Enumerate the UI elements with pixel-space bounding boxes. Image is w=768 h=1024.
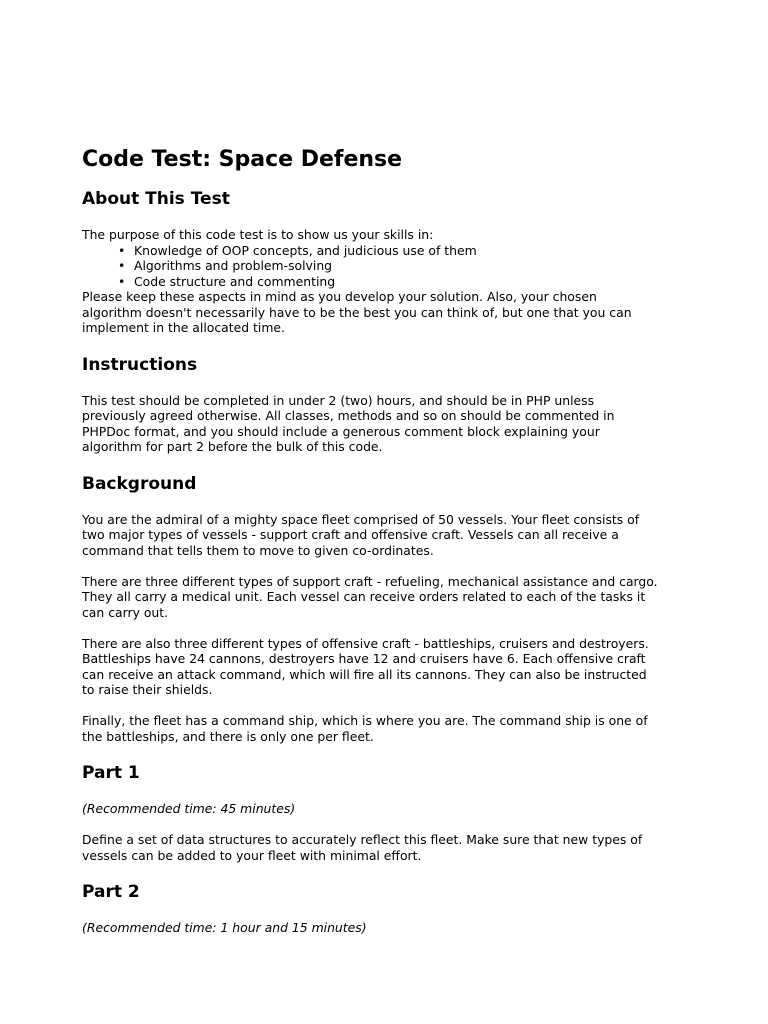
part1-heading: Part 1 [82,763,140,783]
document-page [82,146,722,936]
skills-list-item: • Code structure and commenting [134,274,722,290]
part1-recommended-time: (Recommended time: 45 minutes) [82,801,296,816]
background-heading: Background [82,473,197,494]
background-text-line: to raise their shields. [82,682,213,697]
background-text-line: Finally, the fleet has a command ship, which is where you are. The command ship is one of [82,713,648,728]
document-title: Code Test: Space Defense [82,147,403,172]
about-text-line: Please keep these aspects in mind as you develop your solution. Also, your chosen [82,289,597,304]
instructions-text-line: PHPDoc format, and you should include a generous comment block explaining your [82,423,600,439]
background-text-line: They all carry a medical unit. Each vessel can receive orders related to each of the tasks it [82,589,646,604]
part1-text-line: vessels can be added to your fleet with minimal effort. [82,847,422,863]
about-text-line: implement in the allocated time. [82,320,285,335]
background-text-line: There are also three different types of offensive craft - battleships, cruisers and destroyers. [82,635,649,651]
part2-recommended-time: (Recommended time: 1 hour and 15 minutes) [82,920,367,935]
background-text-line: command that tells them to move to given co-ordinates. [82,542,434,558]
background-text-line: two major types of vessels - support craft and offensive craft. Vessels can all receive a [82,527,619,542]
background-text-line: There are three different types of support craft - refueling, mechanical assistance and cargo. [82,573,658,589]
skills-list-item: • Algorithms and problem-solving [134,258,722,274]
instructions-text-line: algorithm for part 2 before the bulk of this code. [82,439,383,454]
skills-list-item: • Knowledge of OOP concepts, and judicious use of them [134,243,722,259]
background-text-line: can receive an attack command, which will fire all its cannons. They can also be instructed [82,666,647,682]
about-text-line: algorithm doesn't necessarily have to be the best you can think of, but one that you can [82,304,632,320]
instructions-text-line: This test should be completed in under 2 (two) hours, and should be in PHP unless [82,392,595,408]
instructions-text-line: previously agreed otherwise. All classes, methods and so on should be commented in [82,408,615,423]
skills-list [82,243,722,290]
instructions-heading: Instructions [82,354,198,375]
part1-text-line: Define a set of data structures to accurately reflect this fleet. Make sure that new types of [82,832,643,847]
background-text-line: Battleships have 24 cannons, destroyers have 12 and cruisers have 6. Each offensive craft [82,651,646,666]
about-intro: The purpose of this code test is to show us your skills in: [82,227,434,242]
background-text-line: You are the admiral of a mighty space fleet comprised of 50 vessels. Your fleet consists of [82,511,640,527]
part2-heading: Part 2 [82,882,140,902]
about-heading: About This Test [82,189,230,209]
background-text-line: can carry out. [82,604,169,620]
background-text-line: the battleships, and there is only one per fleet. [82,728,374,744]
